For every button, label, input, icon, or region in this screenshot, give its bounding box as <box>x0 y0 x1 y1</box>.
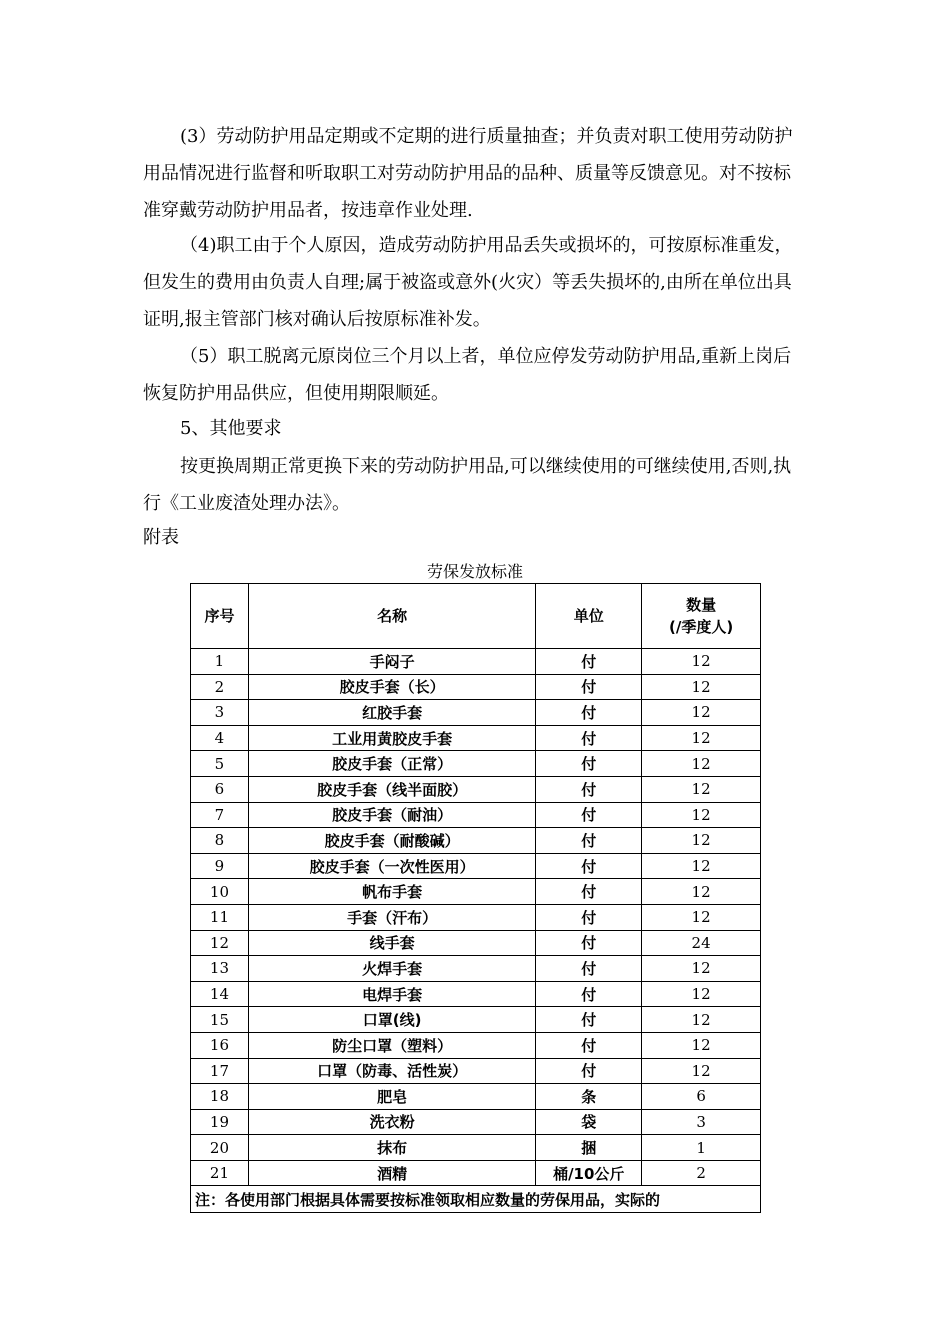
table-row <box>191 956 761 982</box>
cell-qty: 12 <box>642 956 761 982</box>
cell-unit: 付 <box>536 1007 642 1033</box>
cell-qty: 24 <box>642 930 761 956</box>
cell-name: 洗衣粉 <box>248 1109 535 1135</box>
table-header-row <box>191 584 761 649</box>
cell-qty: 1 <box>642 1135 761 1161</box>
cell-unit: 付 <box>536 751 642 777</box>
cell-qty: 12 <box>642 751 761 777</box>
table-caption: 劳保发放标准 <box>426 562 523 581</box>
cell-unit: 付 <box>536 700 642 726</box>
cell-seq: 2 <box>191 674 249 700</box>
table-row <box>191 1084 761 1110</box>
cell-seq: 13 <box>191 956 249 982</box>
cell-unit: 付 <box>536 802 642 828</box>
cell-name: 胶皮手套（正常） <box>248 751 535 777</box>
cell-qty: 12 <box>642 828 761 854</box>
cell-seq: 3 <box>191 700 249 726</box>
cell-unit: 付 <box>536 1058 642 1084</box>
cell-qty: 12 <box>642 802 761 828</box>
cell-unit: 付 <box>536 853 642 879</box>
cell-name: 红胶手套 <box>248 700 535 726</box>
cell-seq: 20 <box>191 1135 249 1161</box>
table-row <box>191 725 761 751</box>
cell-name: 口罩（防毒、活性炭） <box>248 1058 535 1084</box>
cell-unit: 付 <box>536 725 642 751</box>
cell-unit: 付 <box>536 930 642 956</box>
cell-qty: 6 <box>642 1084 761 1110</box>
table-body <box>191 649 761 1186</box>
table-row <box>191 1032 761 1058</box>
cell-name: 手闷子 <box>248 649 535 675</box>
paragraph-6: 按更换周期正常更换下来的劳动防护用品,可以继续使用的可继续使用,否则,执行《工业废渣处理办法》。 <box>143 456 792 514</box>
cell-name: 手套（汗布） <box>248 904 535 930</box>
cell-seq: 14 <box>191 981 249 1007</box>
cell-name: 胶皮手套（长） <box>248 674 535 700</box>
table-row <box>191 802 761 828</box>
cell-name: 帆布手套 <box>248 879 535 905</box>
section-heading-5: 5、其他要求 <box>180 418 282 439</box>
table-row <box>191 828 761 854</box>
cell-unit: 付 <box>536 956 642 982</box>
cell-unit: 付 <box>536 828 642 854</box>
cell-unit: 付 <box>536 649 642 675</box>
cell-name: 口罩(线) <box>248 1007 535 1033</box>
table-note-row <box>191 1186 761 1213</box>
cell-name: 电焊手套 <box>248 981 535 1007</box>
cell-qty: 12 <box>642 700 761 726</box>
table-row <box>191 1007 761 1033</box>
cell-seq: 19 <box>191 1109 249 1135</box>
cell-name: 胶皮手套（耐酸碱） <box>248 828 535 854</box>
cell-seq: 10 <box>191 879 249 905</box>
cell-qty: 12 <box>642 649 761 675</box>
cell-unit: 付 <box>536 1032 642 1058</box>
cell-seq: 12 <box>191 930 249 956</box>
cell-seq: 4 <box>191 725 249 751</box>
cell-seq: 6 <box>191 776 249 802</box>
cell-seq: 9 <box>191 853 249 879</box>
table-row <box>191 930 761 956</box>
cell-qty: 12 <box>642 853 761 879</box>
table-row <box>191 1160 761 1186</box>
header-qty <box>642 584 761 649</box>
paragraph-3: (3）劳动防护用品定期或不定期的进行质量抽查；并负责对职工使用劳动防护用品情况进行监督和听取职工对劳动防护用品的品种、质量等反馈意见。对不按标准穿戴劳动防护用品者，按违章作业处理. <box>143 126 793 221</box>
cell-qty: 3 <box>642 1109 761 1135</box>
cell-seq: 18 <box>191 1084 249 1110</box>
cell-name: 胶皮手套（线半面胶） <box>248 776 535 802</box>
cell-unit: 付 <box>536 776 642 802</box>
table-note: 注：各使用部门根据具体需要按标准领取相应数量的劳保用品，实际的 <box>191 1186 761 1213</box>
cell-name: 胶皮手套（耐油） <box>248 802 535 828</box>
header-qty-line2: (/季度人) <box>668 618 734 636</box>
cell-seq: 21 <box>191 1160 249 1186</box>
header-unit: 单位 <box>536 584 642 649</box>
table-row <box>191 1135 761 1161</box>
labor-protection-table <box>190 583 761 1213</box>
table-row <box>191 751 761 777</box>
cell-seq: 16 <box>191 1032 249 1058</box>
cell-unit: 付 <box>536 674 642 700</box>
cell-unit: 条 <box>536 1084 642 1110</box>
table-row <box>191 1058 761 1084</box>
table-row <box>191 879 761 905</box>
cell-name: 酒精 <box>248 1160 535 1186</box>
cell-qty: 12 <box>642 879 761 905</box>
table-row <box>191 776 761 802</box>
attachment-label: 附表 <box>143 527 179 548</box>
cell-qty: 12 <box>642 776 761 802</box>
cell-qty: 12 <box>642 1032 761 1058</box>
cell-seq: 8 <box>191 828 249 854</box>
table-row <box>191 981 761 1007</box>
table-row <box>191 700 761 726</box>
cell-name: 防尘口罩（塑料） <box>248 1032 535 1058</box>
table-row <box>191 904 761 930</box>
cell-qty: 12 <box>642 1007 761 1033</box>
table-row <box>191 1109 761 1135</box>
cell-qty: 12 <box>642 981 761 1007</box>
cell-unit: 付 <box>536 981 642 1007</box>
cell-seq: 17 <box>191 1058 249 1084</box>
cell-qty: 12 <box>642 725 761 751</box>
cell-name: 抹布 <box>248 1135 535 1161</box>
cell-name: 线手套 <box>248 930 535 956</box>
cell-seq: 11 <box>191 904 249 930</box>
cell-seq: 7 <box>191 802 249 828</box>
cell-seq: 1 <box>191 649 249 675</box>
paragraph-4: （4)职工由于个人原因，造成劳动防护用品丢失或损坏的，可按原标准重发，但发生的费用由负责人自理;属于被盗或意外(火灾）等丢失损坏的,由所在单位出具证明,报主管部门核对确认后按原标准补发。 <box>143 235 793 330</box>
cell-unit: 付 <box>536 879 642 905</box>
cell-unit: 袋 <box>536 1109 642 1135</box>
table-row <box>191 649 761 675</box>
cell-seq: 15 <box>191 1007 249 1033</box>
cell-name: 肥皂 <box>248 1084 535 1110</box>
cell-name: 胶皮手套（一次性医用） <box>248 853 535 879</box>
paragraph-5: （5）职工脱离元原岗位三个月以上者，单位应停发劳动防护用品,重新上岗后恢复防护用品供应，但使用期限顺延。 <box>143 346 792 404</box>
header-seq: 序号 <box>191 584 249 649</box>
header-name: 名称 <box>248 584 535 649</box>
cell-unit: 桶/10公斤 <box>536 1160 642 1186</box>
cell-name: 火焊手套 <box>248 956 535 982</box>
table-row <box>191 853 761 879</box>
cell-unit: 捆 <box>536 1135 642 1161</box>
cell-qty: 2 <box>642 1160 761 1186</box>
cell-qty: 12 <box>642 904 761 930</box>
cell-qty: 12 <box>642 674 761 700</box>
header-qty-line1: 数量 <box>686 596 717 614</box>
cell-name: 工业用黄胶皮手套 <box>248 725 535 751</box>
cell-qty: 12 <box>642 1058 761 1084</box>
table-row <box>191 674 761 700</box>
cell-unit: 付 <box>536 904 642 930</box>
cell-seq: 5 <box>191 751 249 777</box>
